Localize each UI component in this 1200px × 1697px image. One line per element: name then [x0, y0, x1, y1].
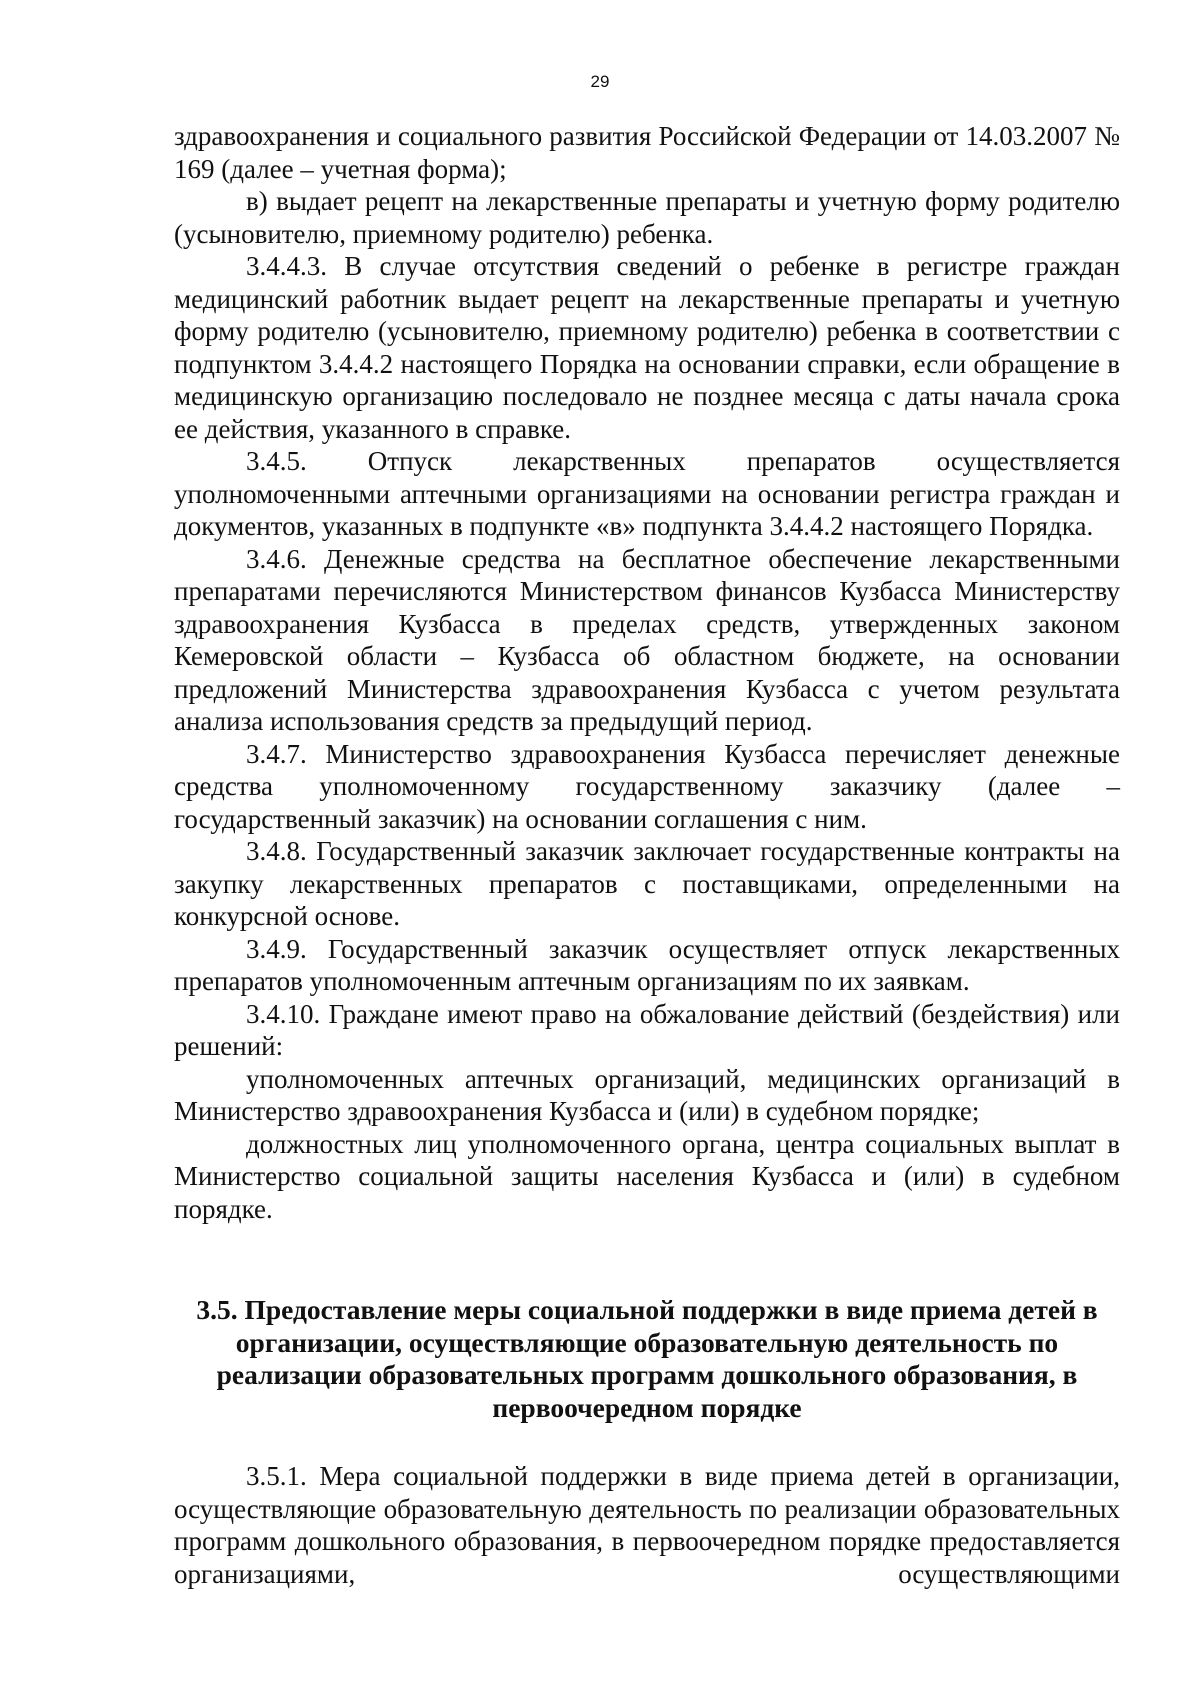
section-heading: 3.5. Предоставление меры социальной поддержки в виде приема детей в организации, осуществляющие образовательную деятельность по реализации образовательных программ дошкольного образования, в первоочередном порядке: [196, 1294, 1098, 1423]
body-text-lower: [174, 1460, 1120, 1590]
paragraph: 3.4.10. Граждане имеют право на обжалование действий (бездействия) или решений:: [174, 998, 1120, 1061]
paragraph: 3.4.8. Государственный заказчик заключает государственные контракты на закупку лекарственных препаратов с поставщиками, определенными на конкурсной основе.: [174, 836, 1120, 931]
paragraph: 3.5.1. Мера социальной поддержки в виде приема детей в организации, осуществляющие образовательную деятельность по реализации образовательных программ дошкольного образования, в первоочередном порядке предоставляется организациями, осуществляющими: [174, 1461, 1120, 1589]
paragraph: 3.4.5. Отпуск лекарственных препаратов осуществляется уполномоченными аптечными организациями на основании регистра граждан и документов, указанных в подпункте «в» подпункта 3.4.4.2 настоящего Порядка.: [174, 446, 1120, 541]
paragraph: 3.4.7. Министерство здравоохранения Кузбасса перечисляет денежные средства уполномоченному государственному заказчику (далее – государственный заказчик) на основании соглашения с ним.: [174, 738, 1120, 834]
paragraph: в) выдает рецепт на лекарственные препараты и учетную форму родителю (усыновителю, приемному родителю) ребенка.: [174, 186, 1120, 249]
paragraph: уполномоченных аптечных организаций, медицинских организаций в Министерство здравоохранения Кузбасса и (или) в судебном порядке;: [174, 1063, 1120, 1126]
page-number: 29: [590, 72, 610, 91]
paragraph: должностных лиц уполномоченного органа, центра социальных выплат в Министерство социальной защиты населения Кузбасса и (или) в судебном порядке.: [174, 1128, 1120, 1224]
paragraph: 3.4.6. Денежные средства на бесплатное обеспечение лекарственными препаратами перечисляются Министерством финансов Кузбасса Министерству здравоохранения Кузбасса в пределах средств, утвержденных законом Кемеровской области – Кузбасса об областном бюджете, на основании предложений Министерства здравоохранения Кузбасса с учетом результата анализа использования средств за предыдущий период.: [174, 543, 1120, 736]
paragraph: 3.4.9. Государственный заказчик осуществляет отпуск лекарственных препаратов уполномоченным аптечным организациям по их заявкам.: [174, 933, 1120, 996]
paragraph: 3.4.4.3. В случае отсутствия сведений о ребенке в регистре граждан медицинский работник выдает рецепт на лекарственные препараты и учетную форму родителю (усыновителю, приемному родителю) ребенка в соответствии с подпунктом 3.4.4.2 настоящего Порядка на основании справки, если обращение в медицинскую организацию последовало не позднее месяца с даты начала срока ее действия, указанного в справке.: [174, 251, 1120, 444]
paragraph: здравоохранения и социального развития Российской Федерации от 14.03.2007 № 169 (далее – учетная форма);: [174, 121, 1120, 184]
body-text-upper: [174, 120, 1120, 1225]
